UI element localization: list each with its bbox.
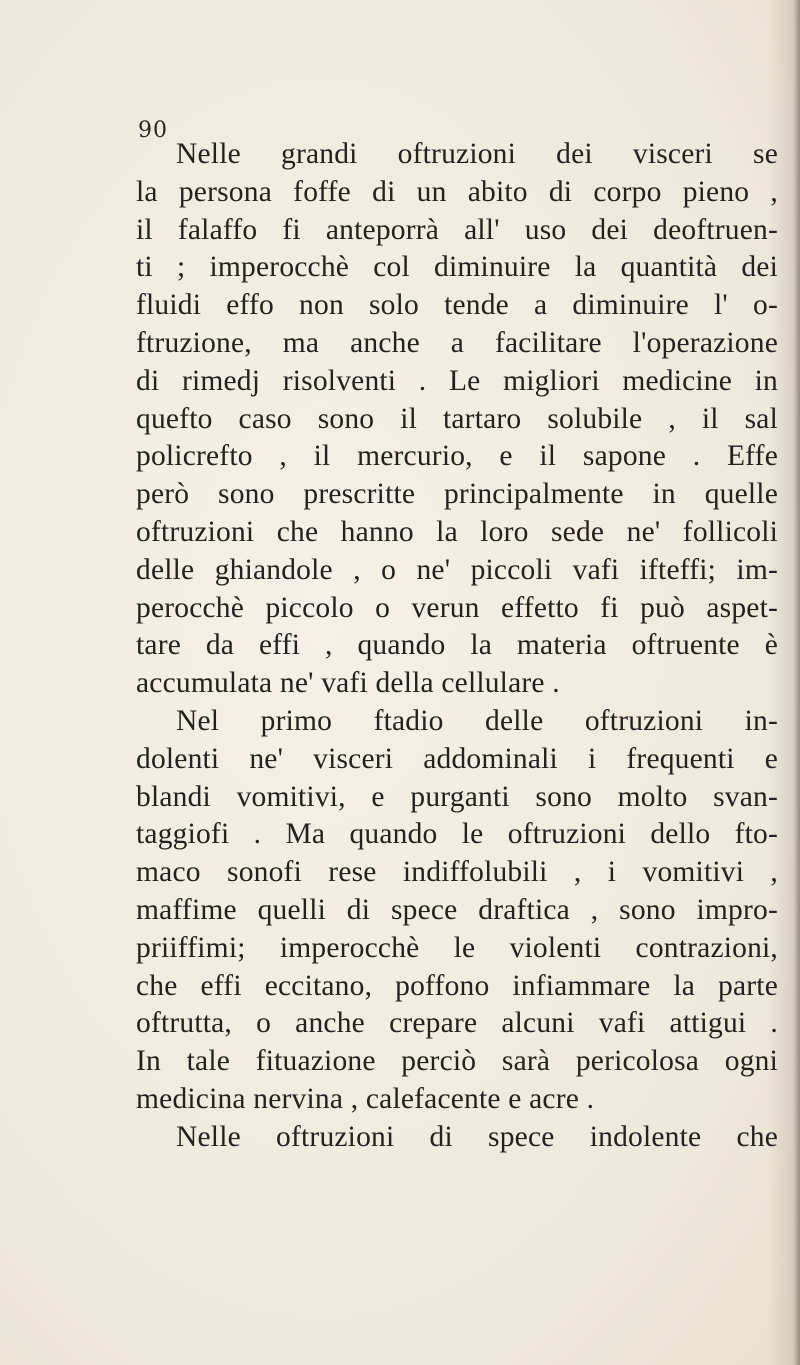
text-line: fluidi effo non solo tende a diminuire l' o- (136, 289, 778, 322)
body-text (136, 136, 778, 1157)
text-line: quefto caso sono il tartaro solubile , il sal (136, 402, 778, 435)
text-line: priiffimi; imperocchè le violenti contrazioni, (136, 931, 778, 964)
text-line: policrefto , il mercurio, e il sapone . Effe (136, 440, 778, 473)
text-line: maco sonofi rese indiffolubili , i vomitivi , (136, 856, 778, 889)
text-line: delle ghiandole , o ne' piccoli vafi ifteffi; im- (136, 553, 778, 586)
text-line: taggiofi . Ma quando le oftruzioni dello fto- (136, 818, 778, 851)
text-line: perocchè piccolo o verun effetto fi può aspet- (136, 591, 778, 624)
text-line: di rimedj risolventi . Le migliori medicine in (136, 364, 778, 397)
page-number: 90 (138, 118, 168, 143)
text-line: blandi vomitivi, e purganti sono molto svan- (136, 780, 778, 813)
text-line: In tale fituazione perciò sarà pericolosa ogni (136, 1045, 778, 1078)
text-line: Nel primo ftadio delle oftruzioni in- (176, 704, 778, 737)
text-line: tare da effi , quando la materia oftruente è (136, 629, 778, 662)
text-line: accumulata ne' vafi della cellulare . (136, 667, 560, 700)
text-line: medicina nervina , calefacente e acre . (136, 1082, 595, 1115)
text-line: il falaffo fi anteporrà all' uso dei deoftruen- (136, 213, 778, 246)
text-line: Nelle oftruzioni di spece indolente che (176, 1120, 778, 1153)
text-line: maffime quelli di spece draftica , sono impro- (136, 893, 778, 926)
text-line: che effi eccitano, poffono infiammare la parte (136, 969, 778, 1002)
text-line: ftruzione, ma anche a facilitare l'operazione (136, 326, 778, 359)
text-line: dolenti ne' visceri addominali i frequenti e (136, 742, 778, 775)
page-edge-shadow (794, 0, 800, 1365)
text-line: oftruzioni che hanno la loro sede ne' follicoli (136, 515, 778, 548)
text-line: la persona foffe di un abito di corpo pieno , (136, 175, 778, 208)
text-line: ti ; imperocchè col diminuire la quantità dei (136, 251, 778, 284)
text-line: però sono prescritte principalmente in quelle (136, 478, 778, 511)
text-line: Nelle grandi oftruzioni dei visceri se (176, 138, 778, 170)
text-line: oftrutta, o anche crepare alcuni vafi attigui . (136, 1007, 778, 1040)
